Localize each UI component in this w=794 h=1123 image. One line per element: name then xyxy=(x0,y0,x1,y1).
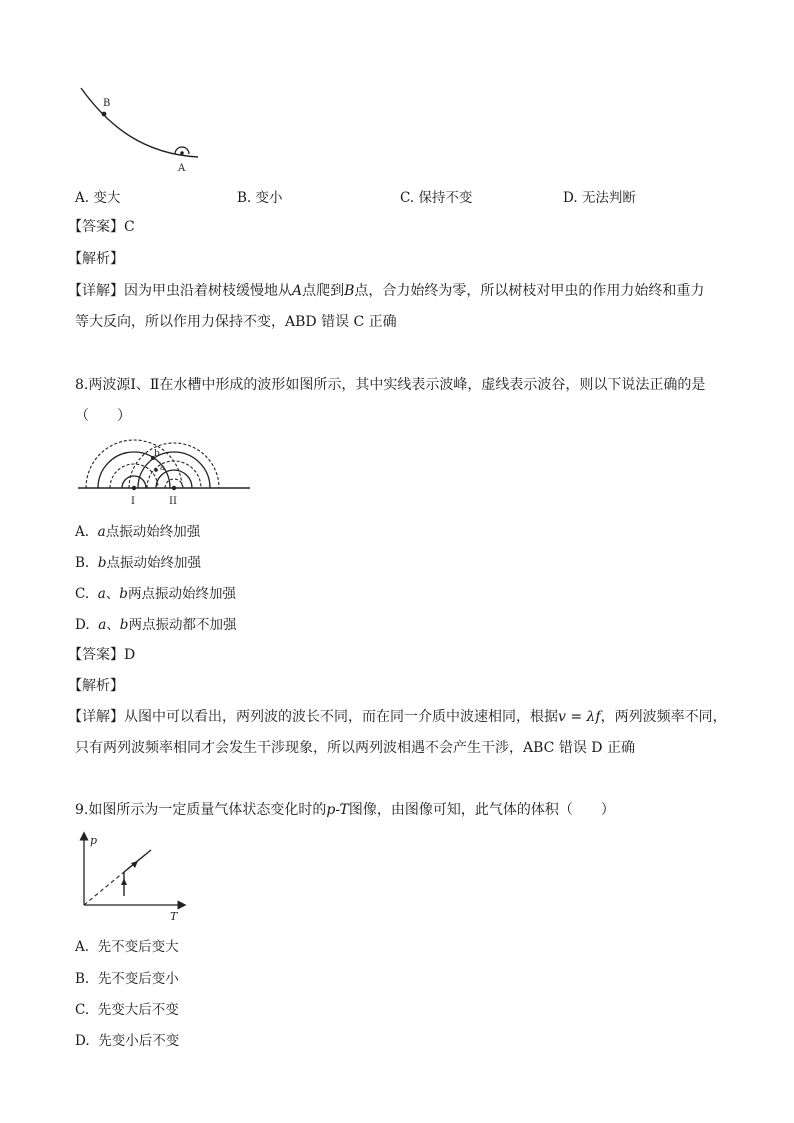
option-b[interactable]: B. 变小 xyxy=(237,190,283,206)
label-source-i: I xyxy=(131,496,135,507)
label-t: T xyxy=(170,910,178,923)
option-b[interactable]: B. 先不变后变小 xyxy=(75,971,179,987)
point-a xyxy=(180,151,184,155)
wave-ii-dashed-2 xyxy=(147,461,201,488)
source-i xyxy=(132,486,136,490)
detail-line-2: 只有两列波频率相同才会发生干涉现象，所以两列波相遇不会产生干涉，ABC 错误 D 正确 xyxy=(75,740,635,756)
option-d[interactable]: D. 无法判断 xyxy=(563,190,636,206)
line-segment xyxy=(124,850,151,872)
option-a[interactable]: A. 变大 xyxy=(75,190,121,206)
wave-ii-solid-1 xyxy=(156,470,192,488)
detail-line-1: 【详解】从图中可以看出，两列波的波长不同，而在同一介质中波速相同，根据v = λf，两列波频率不同， xyxy=(68,709,727,725)
pt-graph-figure xyxy=(72,830,192,924)
option-c[interactable]: C. a、b两点振动始终加强 xyxy=(75,586,236,602)
analysis-label: 【解析】 xyxy=(68,678,124,694)
label-source-ii: II xyxy=(169,496,177,507)
label-b: b xyxy=(154,449,160,459)
answer-label: 【答案】C xyxy=(68,219,135,235)
branch-figure xyxy=(74,82,204,176)
detail-line-1: 【详解】因为甲虫沿着树枝缓慢地从A点爬到B点，合力始终为零，所以树枝对甲虫的作用力始终和重力 xyxy=(68,283,705,299)
analysis-label: 【解析】 xyxy=(68,251,124,267)
label-a: A xyxy=(178,163,186,174)
q9-stem: 9.如图所示为一定质量气体状态变化时的p-T图像，由图像可知，此气体的体积（ ） xyxy=(75,802,615,818)
option-b[interactable]: B. b点振动始终加强 xyxy=(75,555,201,571)
point-a xyxy=(154,468,158,472)
dashed-line xyxy=(84,872,124,905)
option-c[interactable]: C. 先变大后不变 xyxy=(75,1002,179,1018)
up-arrow xyxy=(121,878,127,885)
option-a[interactable]: A. 先不变后变大 xyxy=(75,939,179,955)
option-a[interactable]: A. a点振动始终加强 xyxy=(75,524,201,540)
option-d[interactable]: D. 先变小后不变 xyxy=(75,1033,180,1049)
answer-label: 【答案】D xyxy=(68,647,136,663)
q8-stem-line2: （ ） xyxy=(75,408,131,424)
q8-stem-line1: 8.两波源Ⅰ、Ⅱ在水槽中形成的波形如图所示，其中实线表示波峰，虚线表示波谷，则以下说法正确的是 xyxy=(75,377,706,393)
label-a: a xyxy=(160,463,165,472)
point-b xyxy=(102,112,107,117)
label-p: p xyxy=(90,834,98,847)
label-b: B xyxy=(103,98,111,109)
option-d[interactable]: D. a、b两点振动都不加强 xyxy=(75,617,237,633)
detail-line-2: 等大反向，所以作用力保持不变，ABD 错误 C 正确 xyxy=(75,314,397,330)
source-ii xyxy=(172,486,176,490)
slope-arrow xyxy=(131,861,138,868)
wave-figure xyxy=(76,430,252,510)
option-c[interactable]: C. 保持不变 xyxy=(400,190,473,206)
